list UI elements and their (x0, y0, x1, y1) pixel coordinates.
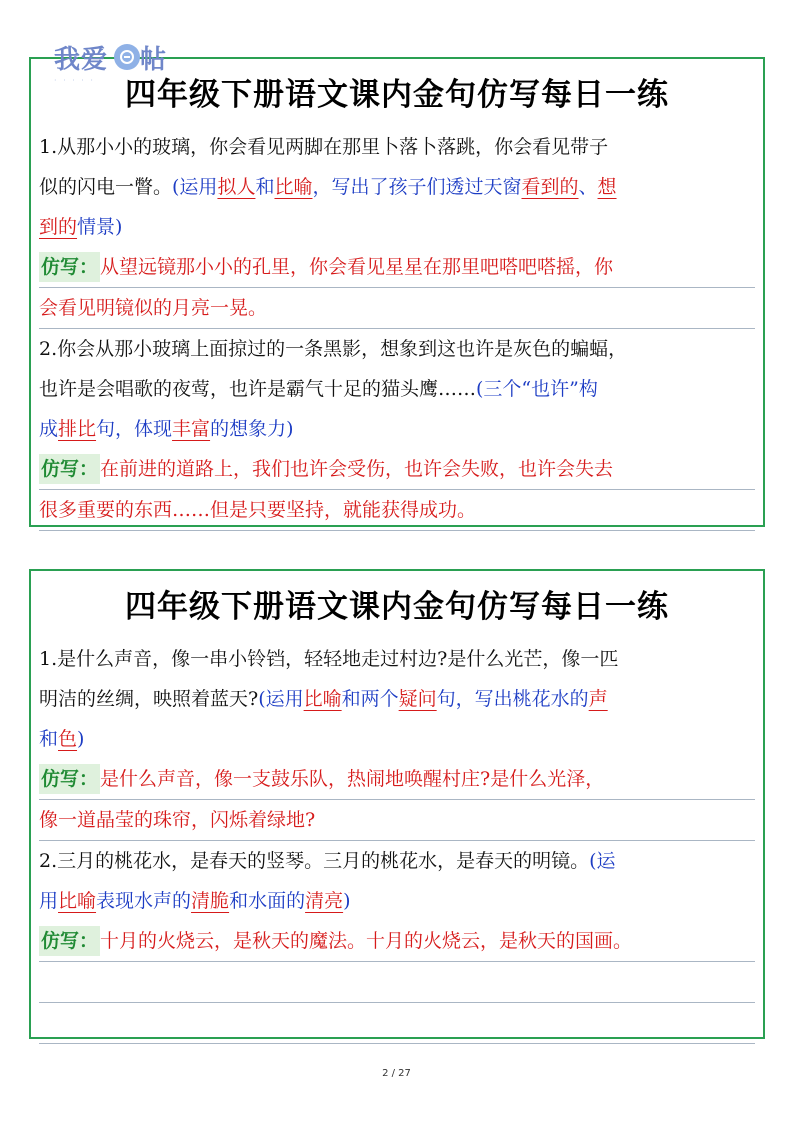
sentence-2-line-2: 也许是会唱歌的夜莺，也许是霸气十足的猫头鹰……(三个“也许”构 (39, 378, 598, 400)
page-title: 四年级下册语文课内金句仿写每日一练 (125, 589, 669, 625)
imitation-1-line-1: 仿写： 从望远镜那小小的孔里，你会看见星星在那里吧嗒吧嗒摇，你 (39, 247, 755, 288)
imitation-tag: 仿写： (39, 454, 100, 484)
sentence-1-line-2: 似的闪电一瞥。(运用拟人和比喻，写出了孩子们透过天窗看到的、想 (39, 176, 617, 198)
imitation-tag: 仿写： (39, 926, 100, 956)
sentence-2-line-3: 成排比句，体现丰富的想象力) (39, 418, 294, 440)
sentence-2-line-2: 用比喻表现水声的清脆和水面的清亮) (39, 890, 351, 912)
worksheet-panel-1 (29, 57, 765, 527)
imitation-1-line-2: 像一道晶莹的珠帘，闪烁着绿地? (39, 800, 755, 841)
imitation-tag: 仿写： (39, 252, 100, 282)
logo-badge (114, 44, 140, 70)
sentence-1-line-3: 到的情景) (39, 216, 123, 238)
page-title: 四年级下册语文课内金句仿写每日一练 (125, 77, 669, 113)
imitation-2-line-2: 很多重要的东西……但是只要坚持，就能获得成功。 (39, 490, 755, 531)
sentence-2-line-1: 2.你会从那小玻璃上面掠过的一条黑影，想象到这也许是灰色的蝙蝠， (39, 338, 628, 360)
sentence-1-line-2: 明洁的丝绸，映照着蓝天?(运用比喻和两个疑问句，写出桃花水的声 (39, 688, 608, 710)
sentence-1-line-3: 和色) (39, 728, 85, 750)
worksheet-panel-2 (29, 569, 765, 1039)
sentence-2-line-1: 2.三月的桃花水，是春天的竖琴。三月的桃花水，是春天的明镜。(运 (39, 850, 616, 872)
blank-writing-line[interactable] (39, 962, 755, 1003)
pen-icon (119, 49, 135, 65)
blank-writing-line[interactable] (39, 1003, 755, 1044)
imitation-1-line-1: 仿写： 是什么声音，像一支鼓乐队，热闹地唤醒村庄?是什么光泽， (39, 759, 755, 800)
imitation-2-line-1: 仿写： 在前进的道路上，我们也许会受伤，也许会失败，也许会失去 (39, 449, 755, 490)
imitation-tag: 仿写： (39, 764, 100, 794)
imitation-1-line-2: 会看见明镜似的月亮一晃。 (39, 288, 755, 329)
page-number: 2 / 27 (382, 1068, 411, 1079)
brand-logo: 我爱 帖 · · · · · (54, 44, 168, 85)
sentence-1-line-1: 1.是什么声音，像一串小铃铛，轻轻地走过村边?是什么光芒，像一匹 (39, 648, 619, 670)
imitation-2-line-1: 仿写： 十月的火烧云，是秋天的魔法。十月的火烧云，是秋天的国画。 (39, 921, 755, 962)
sentence-1-line-1: 1.从那小小的玻璃，你会看见两脚在那里卜落卜落跳，你会看见带子 (39, 136, 609, 158)
